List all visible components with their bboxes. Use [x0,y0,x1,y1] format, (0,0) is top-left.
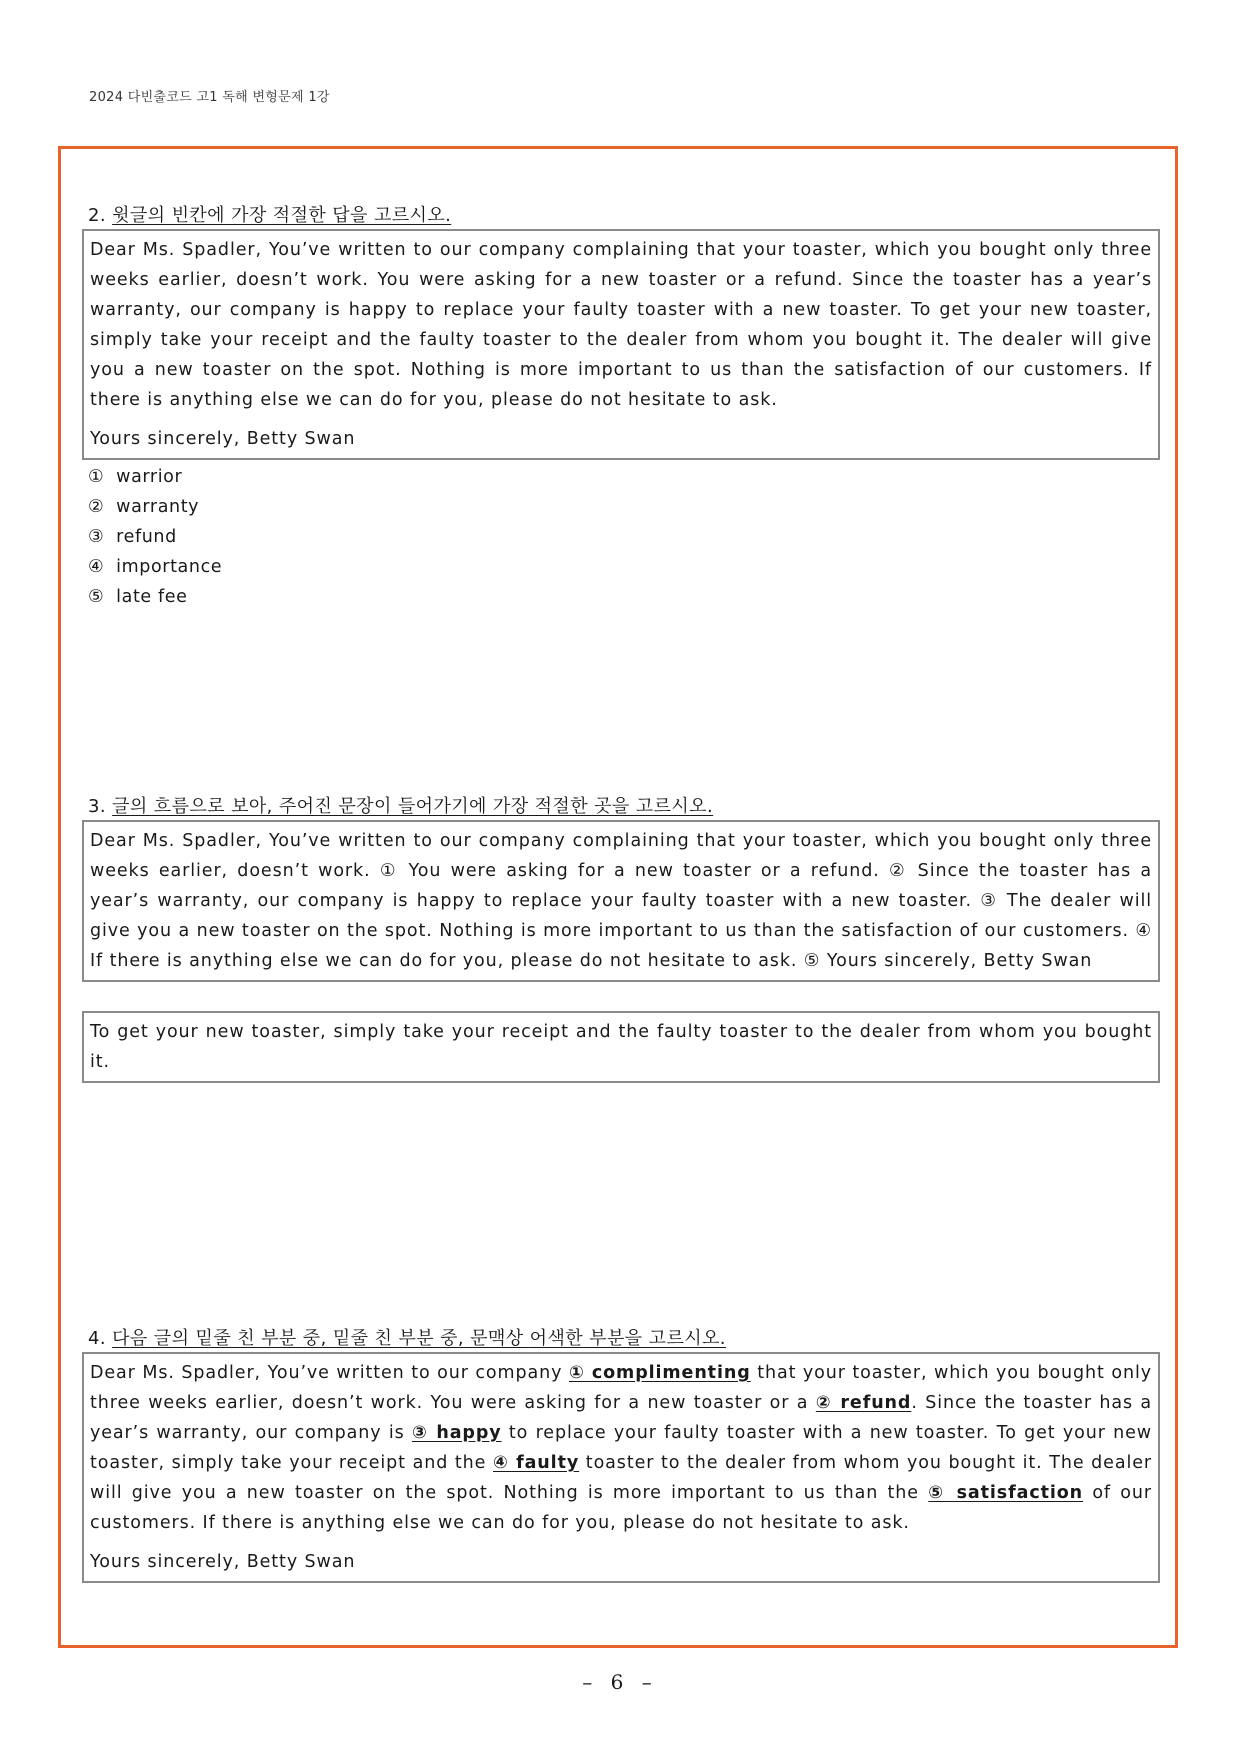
q2-option[interactable] [88,522,222,552]
option-text: refund [116,527,177,547]
option-marker: ④ [88,557,105,577]
q4-title [88,1324,726,1350]
q4-passage [90,1358,1152,1538]
q2-options [88,462,222,612]
q2-signature: Yours sincerely, Betty Swan [90,429,356,449]
passage-text: to replace your faulty toaster with a new toaster. To get your new toaster, simply take your receipt and the [90,1423,1152,1473]
q4-instruction-c: 부분을 고르시오. [583,1328,726,1349]
q3-passage-box [82,820,1160,982]
q2-option[interactable] [88,492,222,522]
q2-number: 2. [88,205,113,226]
underlined-choice-5[interactable]: ⑤ satisfaction [928,1483,1084,1503]
passage-text: that your toaster, which you bought only three weeks earlier, doesn’t work. You were asking for a new toaster or a [90,1363,1152,1413]
option-text: warranty [116,497,200,517]
q2-instruction: 윗글의 빈칸에 가장 적절한 답을 고르시오. [112,205,452,226]
q2-option[interactable] [88,552,222,582]
q3-title [88,792,713,818]
q2-passage-box [82,229,1160,460]
option-marker: ① [88,467,105,487]
option-marker: ⑤ [88,587,105,607]
q4-signature: Yours sincerely, Betty Swan [90,1552,356,1572]
q2-option[interactable] [88,462,222,492]
q2-passage: Dear Ms. Spadler, You’ve written to our company complaining that your toaster, which you bought only three weeks earlier, doesn’t work. You were asking for a new toaster or a refund. Since the toaster has a year’s warranty, our company is happy to replace your faulty toaster with a new toaster. To get your new toaster, simply take your receipt and the faulty toaster to the dealer from whom you bought it. The dealer will give you a new toaster on the spot. Nothing is more important to us than the satisfaction of our customers. If there is anything else we can do for you, please do not hesitate to ask. [90,240,1152,410]
passage-text: of our customers. If there is anything else we can do for you, please do not hesitate to ask. [90,1483,1152,1533]
q3-number: 3. [88,796,113,817]
q4-number: 4. [88,1328,113,1349]
q4-instruction-a: 다음 글의 밑줄 친 부분 중, 밑줄 친 부분 중, 문맥상 [112,1328,530,1349]
option-text: late fee [116,587,188,607]
passage-text: toaster to the dealer from whom you bought it. The dealer will give you a new toaster on the spot. Nothing is more important to us than the [90,1453,1152,1503]
passage-text: . Since the toaster has a year’s warranty, our company is [90,1393,1153,1443]
option-text: importance [116,557,223,577]
q2-option[interactable] [88,582,222,612]
page-number: – 6 – [582,1670,658,1694]
q3-passage: Dear Ms. Spadler, You’ve written to our company complaining that your toaster, which you bought only three weeks earlier, doesn’t work. ① You were asking for a new toaster or a refund. ② Since the toaster has a year’s warranty, our company is happy to replace your faulty toaster with a new toaster. ③ The dealer will give you a new toaster on the spot. Nothing is more important to us than the satisfaction of our customers. ④ If there is anything else we can do for you, please do not hesitate to ask. ⑤ Yours sincerely, Betty Swan [90,831,1152,971]
underlined-choice-3[interactable]: ③ happy [411,1423,502,1443]
underlined-choice-4[interactable]: ④ faulty [492,1453,580,1473]
q4-instruction-keyword: 어색한 [529,1328,584,1349]
document-header: 2024 다빈출코드 고1 독해 변형문제 1강 [89,90,330,105]
underlined-choice-2[interactable]: ② refund [815,1393,912,1413]
option-text: warrior [116,467,183,487]
underlined-choice-1[interactable]: ① complimenting [568,1363,751,1383]
q3-instruction: 글의 흐름으로 보아, 주어진 문장이 들어가기에 가장 적절한 곳을 고르시오. [112,796,714,817]
option-marker: ③ [88,527,105,547]
passage-text: Dear Ms. Spadler, You’ve written to our company [90,1363,569,1383]
q4-passage-box [82,1352,1160,1583]
option-marker: ② [88,497,105,517]
q3-given-sentence: To get your new toaster, simply take your receipt and the faulty toaster to the dealer from whom you bought it. [90,1022,1152,1072]
q2-title [88,201,451,227]
q3-given-sentence-box [82,1011,1160,1083]
